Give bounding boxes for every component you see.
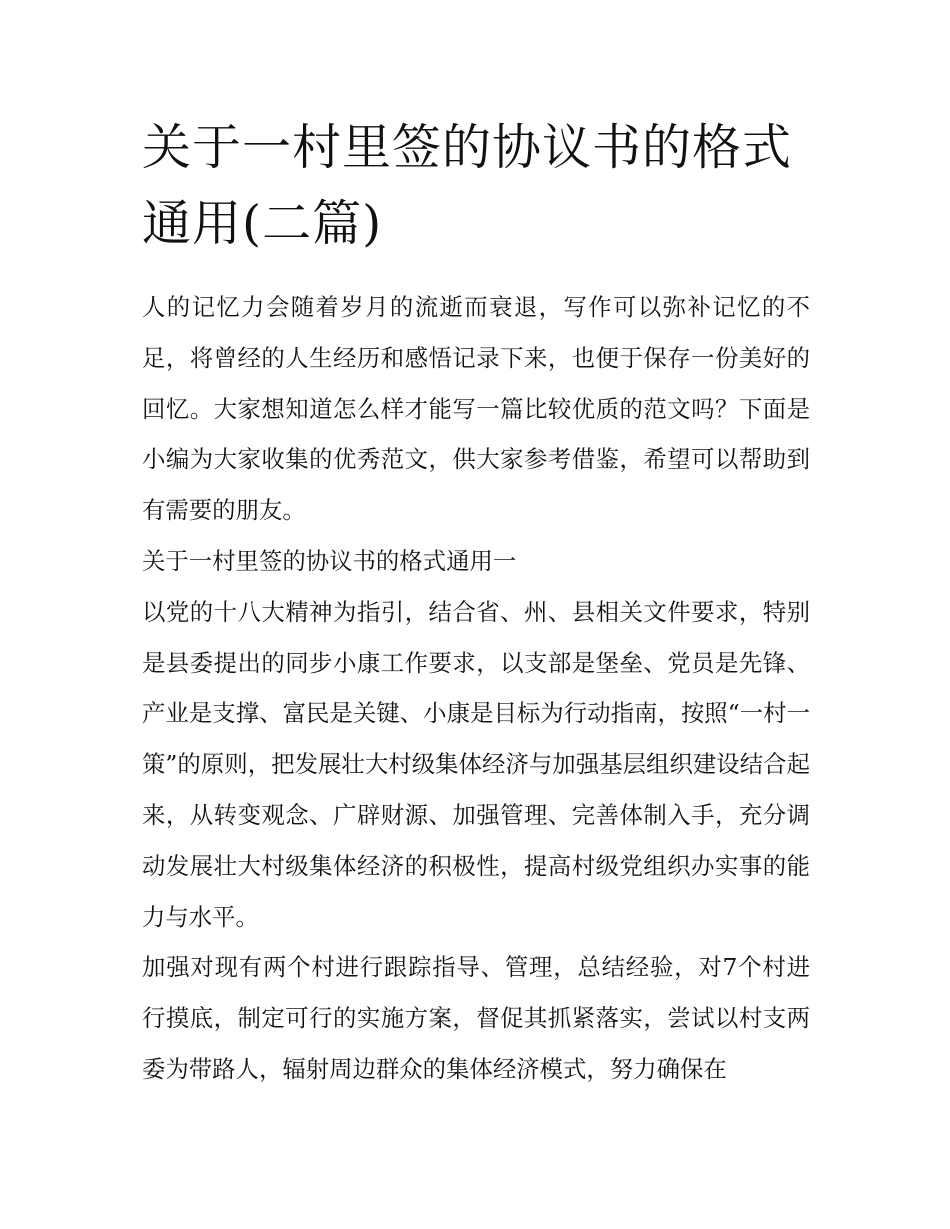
body-paragraph: 以党的十八大精神为指引，结合省、州、县相关文件要求，特别是县委提出的同步小康工作要求，以支部是堡垒、党员是先锋、产业是支撑、富民是关键、小康是目标为行动指南，按照“一村一策”的原则，把发展壮大村级集体经济与加强基层组织建设结合起来，从转变观念、广辟财源、加强管理、完善体制入手，充分调动发展壮大村级集体经济的积极性，提高村级党组织办实事的能力与水平。: [142, 597, 810, 931]
body-paragraph: 加强对现有两个村进行跟踪指导、管理，总结经验，对7个村进行摸底，制定可行的实施方案，督促其抓紧落实，尝试以村支两委为带路人，辐射周边群众的集体经济模式，努力确保在: [142, 953, 810, 1083]
section-heading: 关于一村里签的协议书的格式通用一: [142, 546, 517, 575]
document-body: [142, 110, 810, 1095]
document-title: 关于一村里签的协议书的格式通用(二篇): [142, 119, 793, 252]
intro-paragraph: 人的记忆力会随着岁月的流逝而衰退，写作可以弥补记忆的不足，将曾经的人生经历和感悟记录下来，也便于保存一份美好的回忆。大家想知道怎么样才能写一篇比较优质的范文吗？下面是小编为大家收集的优秀范文，供大家参考借鉴，希望可以帮助到有需要的朋友。: [142, 293, 810, 525]
